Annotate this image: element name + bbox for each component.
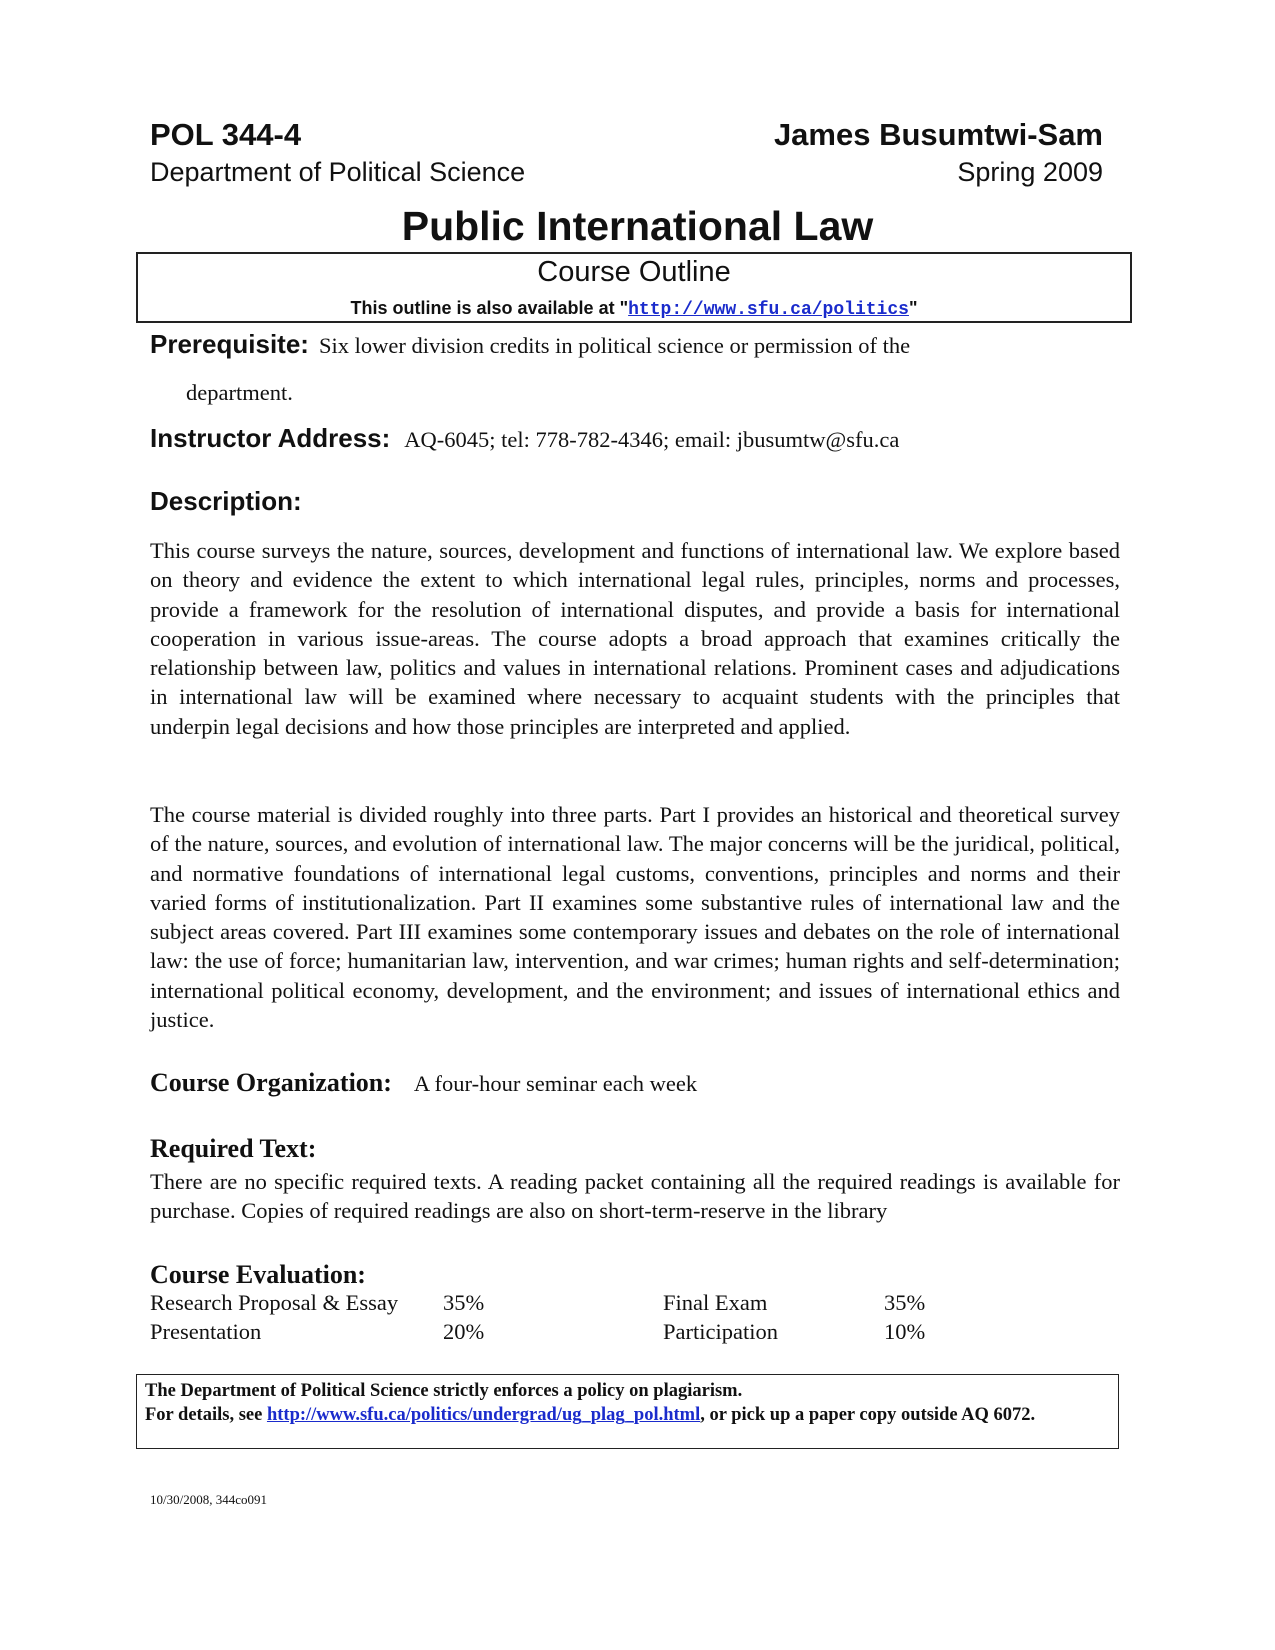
policy-details-prefix: For details, see	[145, 1405, 267, 1425]
footer-date-code: 10/30/2008, 344co091	[150, 1492, 267, 1507]
evaluation-item-weight: 35%	[884, 1290, 926, 1315]
evaluation-item-name: Participation	[663, 1319, 778, 1344]
plagiarism-policy-box	[136, 1374, 1119, 1449]
prerequisite-section	[150, 329, 910, 360]
policy-details-suffix: , or pick up a paper copy outside AQ 6072.	[700, 1405, 1036, 1425]
description-paragraph-1: This course surveys the nature, sources, development and functions of international law. We explore based on theory and evidence the extent to which international legal rules, principles, norms and processes, provide a framework for the resolution of international disputes, and provide a basis for international cooperation in various issue-areas. The course adopts a broad approach that examines critically the relationship between law, politics and values in international relations. Prominent cases and adjudications in international law will be examined where necessary to acquaint students with the principles that underpin legal decisions and how those principles are interpreted and applied.	[150, 538, 1120, 739]
course-organization-text: A four-hour seminar each week	[413, 1071, 698, 1096]
required-text-heading: Required Text:	[150, 1134, 317, 1163]
document-title: Public International Law	[401, 203, 874, 249]
politics-site-link[interactable]: http://www.sfu.ca/politics	[628, 300, 909, 320]
department-name: Department of Political Science	[150, 157, 526, 187]
evaluation-item-weight: 10%	[884, 1319, 926, 1344]
outline-note-suffix: "	[908, 298, 918, 318]
prerequisite-text-continued: department.	[186, 380, 293, 405]
term: Spring 2009	[957, 157, 1103, 187]
description-heading: Description:	[150, 486, 302, 516]
instructor-address-text: AQ-6045; tel: 778-782-4346; email: jbusumtw@sfu.ca	[404, 427, 900, 452]
plagiarism-policy-statement: The Department of Political Science strictly enforces a policy on plagiarism.	[145, 1381, 743, 1401]
prerequisite-label: Prerequisite:	[150, 329, 309, 359]
instructor-address-section	[150, 423, 899, 454]
course-outline-box	[136, 252, 1132, 323]
evaluation-item-name: Research Proposal & Essay	[150, 1290, 399, 1315]
instructor-name: James Busumtwi-Sam	[773, 117, 1103, 152]
instructor-address-label: Instructor Address:	[150, 423, 391, 453]
course-organization-section	[150, 1068, 697, 1098]
course-outline-heading: Course Outline	[537, 256, 731, 288]
evaluation-item-name: Presentation	[150, 1319, 262, 1344]
course-evaluation-heading: Course Evaluation:	[150, 1260, 366, 1289]
evaluation-item-weight: 35%	[443, 1290, 485, 1315]
required-text-paragraph: There are no specific required texts. A reading packet containing all the required readings is available for purchase. Copies of required readings are also on short-term-reserve in the library	[150, 1169, 1120, 1224]
course-code: POL 344-4	[150, 117, 302, 152]
evaluation-item-weight: 20%	[443, 1319, 485, 1344]
course-organization-label: Course Organization:	[150, 1068, 392, 1097]
plagiarism-policy-details	[145, 1403, 1110, 1427]
description-paragraph-2: The course material is divided roughly into three parts. Part I provides an historical and theoretical survey of the nature, sources, and evolution of international law. The major concerns will be the juridical, political, and normative foundations of international legal customs, conventions, principles and norms and their varied forms of institutionalization. Part II examines some substantive rules of international law and the subject areas covered. Part III examines some contemporary issues and debates on the role of international law: the use of force; humanitarian law, intervention, and war crimes; human rights and self-determination; international political economy, development, and the environment; and issues of international ethics and justice.	[150, 802, 1120, 1033]
outline-availability-note	[138, 298, 1130, 320]
evaluation-item-name: Final Exam	[663, 1290, 768, 1315]
plagiarism-policy-link[interactable]: http://www.sfu.ca/politics/undergrad/ug_plag_pol.html	[266, 1405, 701, 1425]
prerequisite-text: Six lower division credits in political science or permission of the	[318, 333, 911, 358]
outline-note-prefix: This outline is also available at "	[350, 298, 629, 318]
